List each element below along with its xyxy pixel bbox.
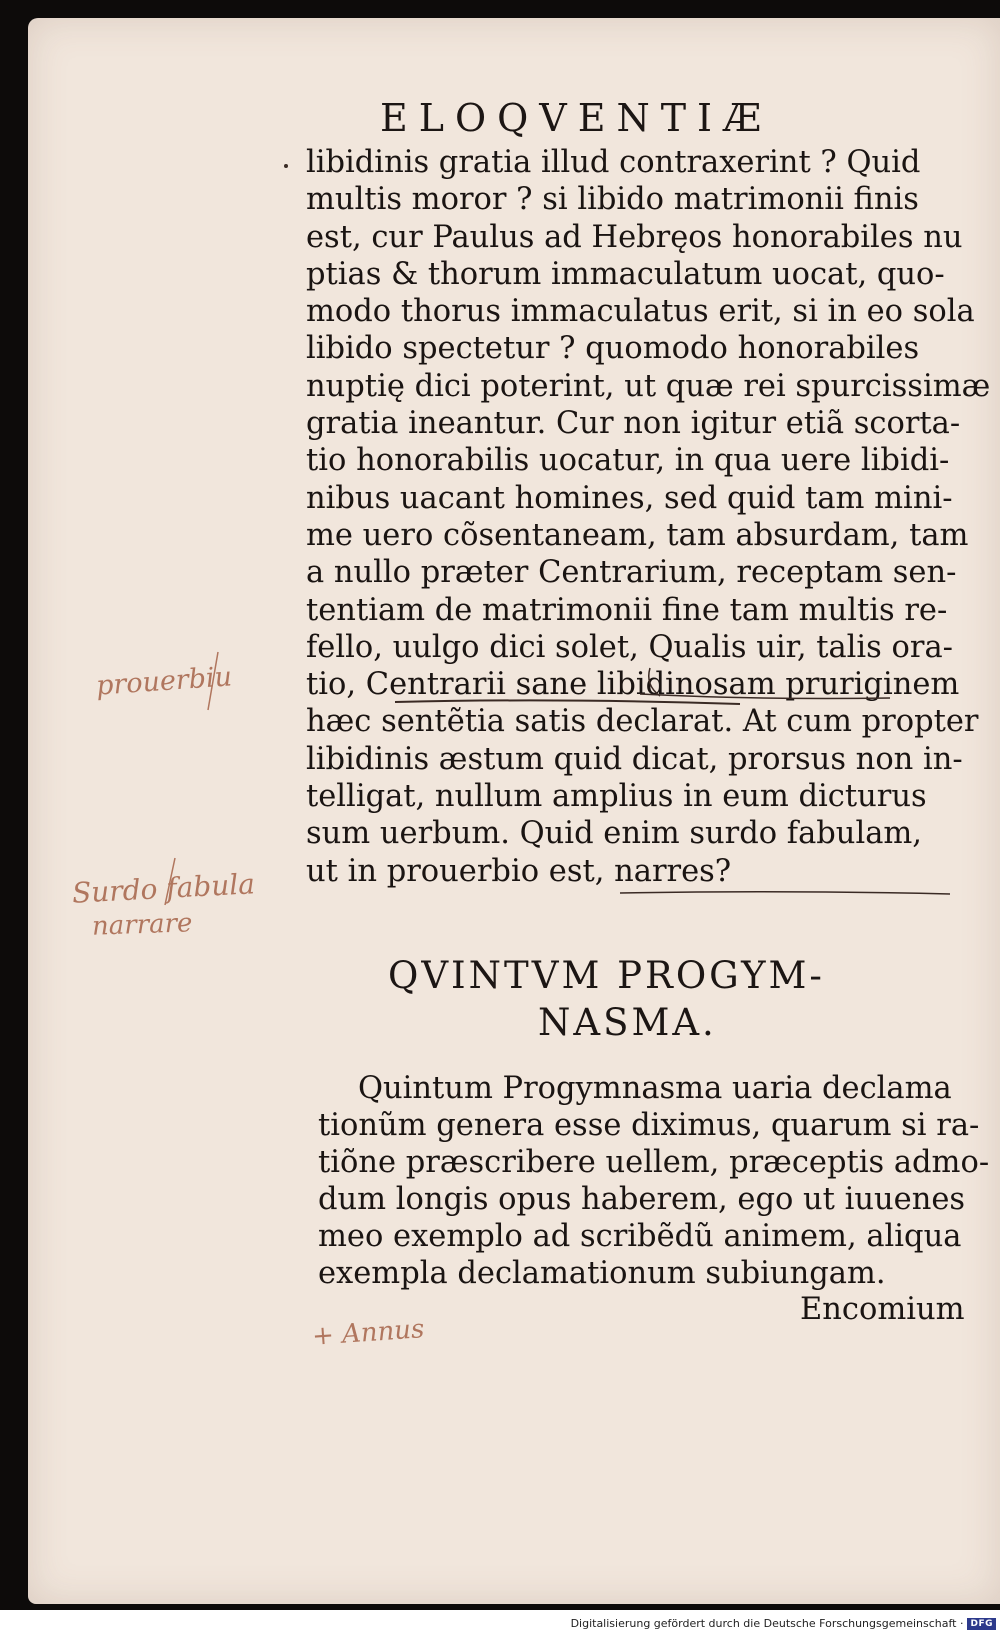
text-line: tiõne præscribere uellem, præceptis admo-	[318, 1145, 990, 1180]
underline-surdo-fabulam	[620, 892, 950, 894]
credit-text: Digitalisierung gefördert durch die Deutsche Forschungsgemeinschaft ·	[570, 1617, 964, 1630]
text-line: libido spectetur ? quomodo honorabiles	[306, 331, 920, 367]
text-line: libidinis æstum quid dicat, prorsus non in-	[306, 741, 963, 777]
margin-annotation-surdo-fabula: Surdo fabula	[71, 867, 256, 910]
text-line: sum uerbum. Quid enim surdo fabulam,	[306, 816, 923, 852]
margin-annotation-narrare: narrare	[91, 908, 193, 942]
bracket-stroke	[649, 668, 660, 696]
text-line: dum longis opus haberem, ego ut iuuenes	[318, 1182, 966, 1217]
text-line: gratia ineantur. Cur non igitur etiã scorta-	[306, 406, 961, 442]
text-line: ptias & thorum immaculatum uocat, quo-	[306, 256, 945, 292]
text-line: tio honorabilis uocatur, in qua uere libidi-	[306, 443, 950, 479]
text-line: exempla declamationum subiungam.	[318, 1256, 886, 1291]
text-line: nuptię dici poterint, ut quæ rei spurcissimæ	[306, 368, 991, 404]
text-line: tentiam de matrimonii fine tam multis re-	[306, 592, 948, 628]
text-line: libidinis gratia illud contraxerint ? Quid	[306, 145, 921, 180]
text-line: ut in prouerbio est, narres?	[306, 853, 732, 889]
text-line: multis moror ? si libido matrimonii finis	[306, 182, 919, 218]
text-line: meo exemplo ad scribẽdũ animem, aliqua	[318, 1219, 962, 1254]
text-line: est, cur Paulus ad Hebręos honorabiles nu	[306, 219, 963, 255]
text-line: a nullo præter Centrarium, receptam sen-	[306, 555, 957, 591]
text-line: tionũm genera esse diximus, quarum si ra-	[318, 1108, 980, 1143]
margin-stroke-1	[208, 652, 218, 710]
margin-annotation-prouerbium: prouerbiu	[95, 661, 233, 702]
running-head: ELOQVENTIÆ	[380, 96, 773, 140]
section-heading-line-1: QVINTVM PROGYM-	[388, 954, 825, 997]
margin-annotation-annus: + Annus	[311, 1314, 426, 1352]
text-line: telligat, nullum amplius in eum dicturus	[306, 779, 927, 815]
text-line: fello, uulgo dici solet, Qualis uir, talis ora-	[306, 629, 953, 665]
section-heading-line-2: NASMA.	[538, 1001, 717, 1044]
margin-stroke-2	[165, 858, 175, 905]
underline-qualis-uir	[395, 700, 740, 704]
text-line: Quintum Progymnasma uaria declama	[358, 1071, 952, 1106]
text-line: tio, Centrarii sane libidinosam pruriginem	[306, 667, 960, 703]
digitization-credit	[571, 1617, 996, 1630]
underline-centrarii	[640, 694, 890, 699]
text-line: hæc sentẽtia satis declarat. At cum propter	[306, 704, 979, 740]
catchword: Encomium	[800, 1292, 965, 1327]
text-line: modo thorus immaculatus erit, si in eo sola	[306, 294, 975, 330]
dfg-logo: DFG	[967, 1618, 996, 1630]
text-line: me uero cõsentaneam, tam absurdam, tam	[306, 517, 969, 553]
text-line: nibus uacant homines, sed quid tam mini-	[306, 480, 953, 516]
